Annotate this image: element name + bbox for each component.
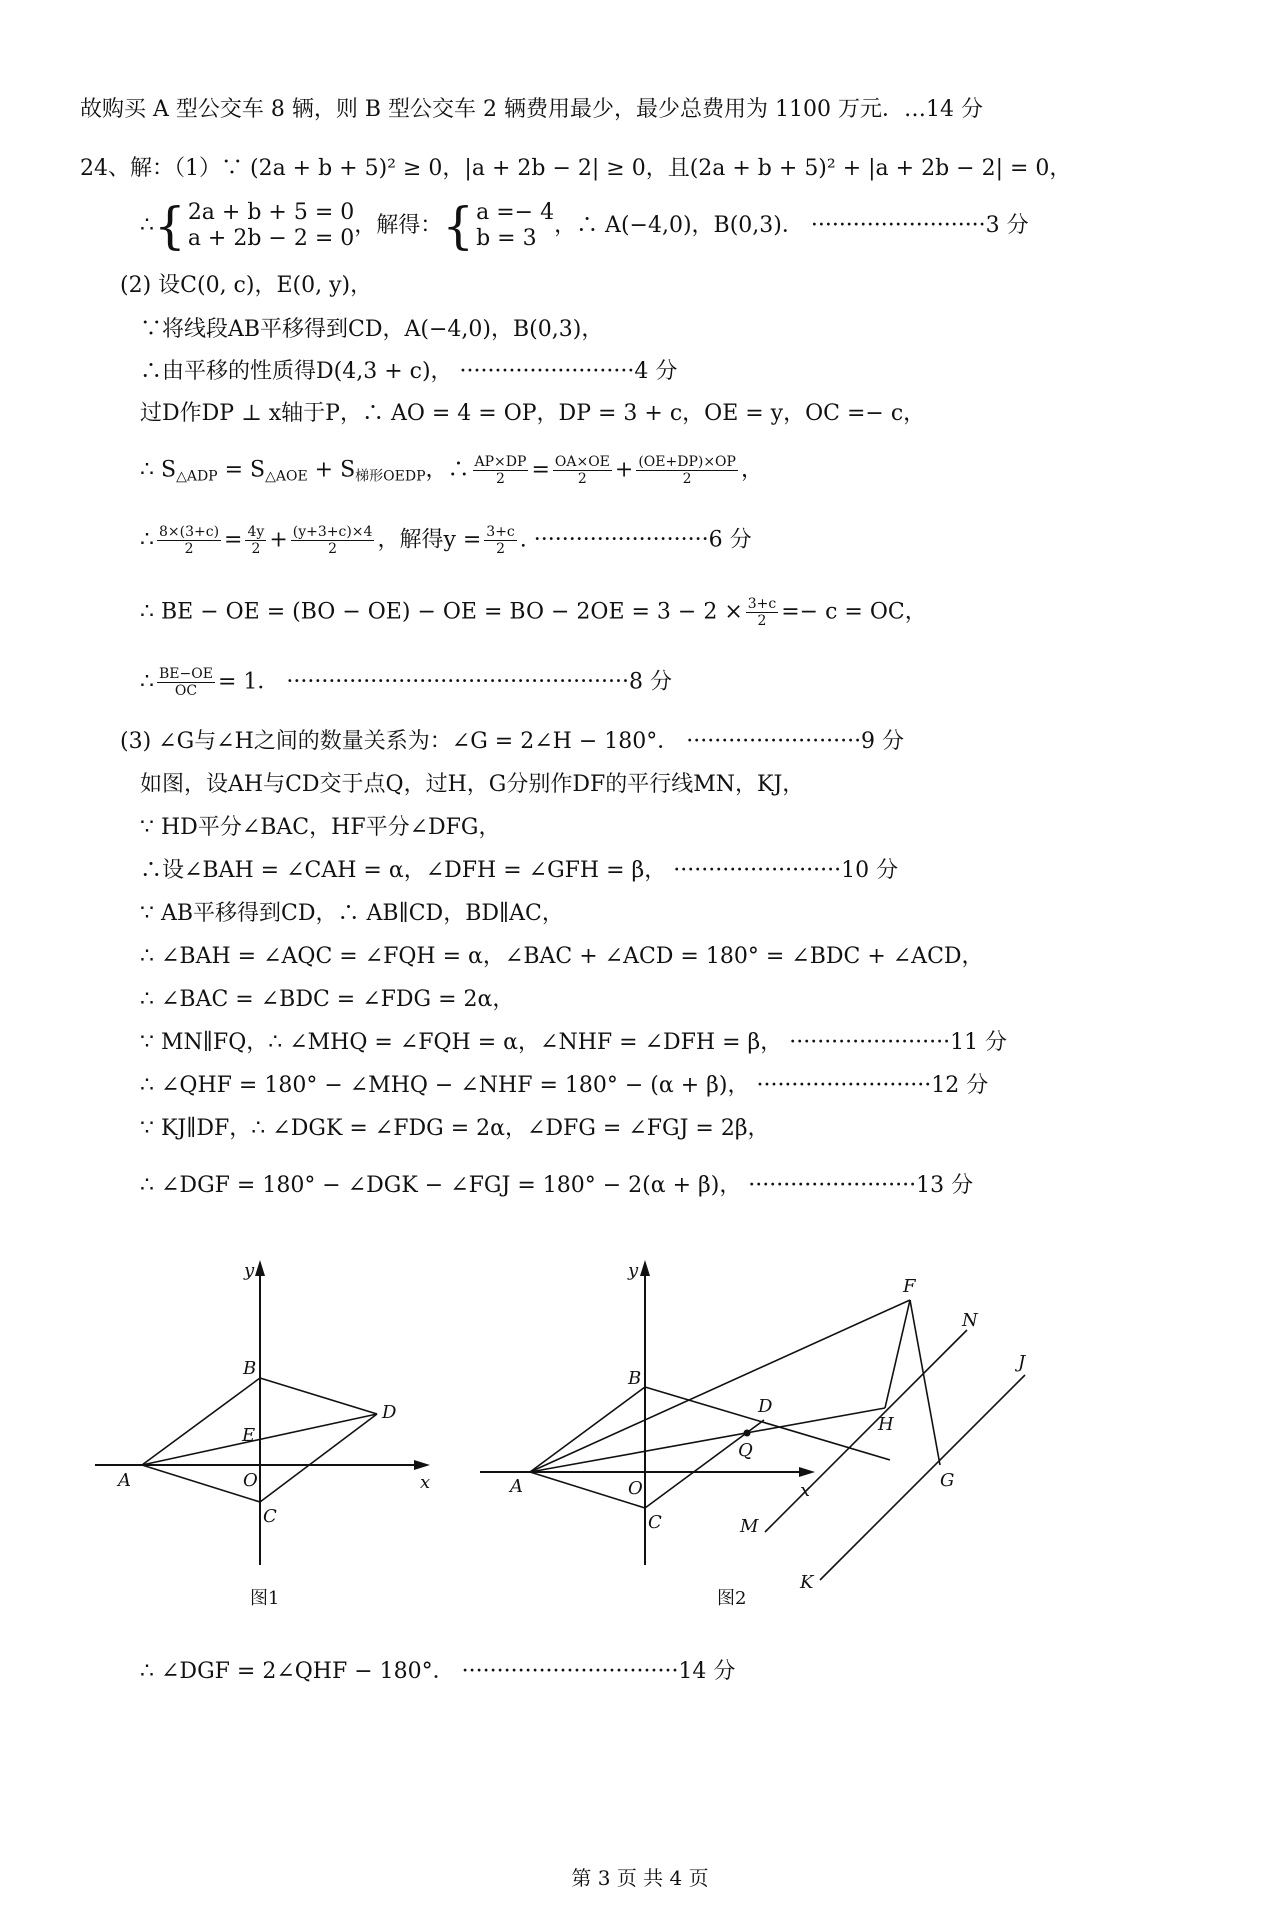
text-line-7: 过D作DP ⊥ x轴于P，∴ AO = 4 = OP，DP = 3 + c，OE = y，OC =− c，	[140, 401, 926, 426]
figure-1	[80, 1250, 460, 1620]
equals-s: = S	[217, 457, 266, 483]
text-line-15: ∴设∠BAH = ∠CAH = α，∠DFH = ∠GFH = β， ························10 分	[140, 858, 899, 883]
fig2-segment-ab	[530, 1387, 645, 1472]
fig1-y-arrow	[255, 1260, 265, 1276]
fraction-oa-oe: $\frac{OA\times OE}{2}$	[554, 454, 610, 487]
fig2-label-k: K	[800, 1572, 814, 1593]
subscript-trapezoid: 梯形OEDP	[355, 468, 426, 485]
comma: ，	[740, 457, 763, 483]
therefore-3: ∴	[140, 527, 154, 553]
fig2-y-arrow	[640, 1260, 650, 1276]
fraction-be-oe-oc: $\frac{BE-OE}{OC}$	[159, 666, 213, 699]
therefore-2: ，∴	[425, 457, 470, 483]
text-line-2: 24、解：（1）∵ (2a + b + 5)² ≥ 0，|a + 2b − 2| ≥ 0，且(2a + b + 5)² + |a + 2b − 2| = 0，	[80, 156, 1072, 181]
fig2-label-a: A	[510, 1476, 523, 1497]
fig2-label-g: G	[940, 1470, 955, 1491]
fig1-label-e: E	[242, 1425, 256, 1446]
brace-symbol: {	[154, 197, 186, 255]
therefore-4: ∴	[140, 669, 154, 695]
fraction-3c: $\frac{3+c}{2}$	[486, 524, 515, 557]
fig1-label-a: A	[118, 1470, 131, 1491]
result-coords: ，∴ A(−4,0)，B(0,3)． ·························3 分	[554, 213, 1029, 238]
fig1-label-o: O	[243, 1470, 258, 1491]
text-line-20: ∴ ∠QHF = 180° − ∠MHQ − ∠NHF = 180° − (α + β)， ·························12 分	[140, 1073, 989, 1098]
solution-1: a =− 4	[476, 200, 555, 225]
subscript-adp: △ADP	[176, 468, 218, 485]
text-line-16: ∵ AB平移得到CD，∴ AB∥CD，BD∥AC，	[140, 901, 564, 926]
fig1-label-x: x	[420, 1472, 431, 1493]
fig2-label-f: F	[903, 1276, 916, 1297]
fig2-line-kj	[820, 1375, 1025, 1580]
solve-y: ，解得y =	[377, 527, 482, 553]
solution-2: b = 3	[476, 226, 537, 251]
text-line-13: 如图，设AH与CD交于点Q，过H，G分别作DF的平行线MN，KJ，	[140, 772, 805, 797]
text-line-6: ∴由平移的性质得D(4,3 + c)， ·························4 分	[140, 359, 678, 384]
fig2-label-b: B	[628, 1368, 642, 1389]
text-line-22: ∴ ∠DGF = 180° − ∠DGK − ∠FGJ = 180° − 2(α + β)， ························13 分	[140, 1173, 974, 1198]
text-line-11	[140, 666, 672, 699]
be-oe-expr: ∴ BE − OE = (BO − OE) − OE = BO − 2OE = 3 − 2 ×	[140, 599, 743, 625]
fraction-trapezoid: $\frac{(OE+DP)\times OP}{2}$	[638, 454, 736, 487]
text-line-23: ∴ ∠DGF = 2∠QHF − 180°． ·······························14 分	[140, 1659, 736, 1684]
fraction-y3c4: $\frac{(y+3+c)\times 4}{2}$	[292, 524, 373, 557]
text-line-10	[140, 596, 927, 629]
fig2-label-d: D	[758, 1396, 773, 1417]
area-s: ∴ S	[140, 457, 177, 483]
fig2-x-arrow	[799, 1467, 815, 1477]
fig2-label-c: C	[648, 1512, 662, 1533]
equation-2: a + 2b − 2 = 0	[187, 226, 355, 251]
fig1-segment-bd	[260, 1378, 377, 1414]
text-line-17: ∴ ∠BAH = ∠AQC = ∠FQH = α，∠BAC + ∠ACD = 180° = ∠BDC + ∠ACD，	[140, 944, 984, 969]
fraction-4y: $\frac{4y}{2}$	[247, 524, 265, 557]
fig2-label-j: J	[1018, 1352, 1026, 1373]
page-footer: 第 3 页 共 4 页	[571, 1866, 709, 1890]
text-line-9	[140, 524, 752, 557]
solve-label: ，解得：	[354, 213, 443, 238]
score-8: = 1． ·················································8 分	[217, 669, 673, 695]
therefore-symbol: ∴	[140, 213, 154, 238]
equals-sign: =	[531, 457, 550, 483]
text-line-5: ∵将线段AB平移得到CD，A(−4,0)，B(0,3)，	[140, 317, 604, 342]
equals-oc: =− c = OC，	[781, 599, 927, 625]
subscript-aoe: △AOE	[265, 468, 308, 485]
fig2-label-m: M	[740, 1516, 759, 1537]
fig2-label-y: y	[628, 1260, 639, 1281]
equals-sign-2: =	[224, 527, 243, 553]
equation-system	[188, 200, 354, 252]
fig1-label-b: B	[243, 1358, 257, 1379]
text-line-8	[140, 454, 763, 491]
score-6: . ·························6 分	[519, 527, 752, 553]
fig2-label-x: x	[800, 1480, 811, 1501]
fig2-point-q	[744, 1430, 751, 1437]
fraction-8-3c: $\frac{8\times(3+c)}{2}$	[159, 524, 220, 557]
fraction-3c-2: $\frac{3+c}{2}$	[747, 596, 777, 629]
text-line-12: (3) ∠G与∠H之间的数量关系为：∠G = 2∠H − 180°． ·························9 分	[120, 729, 905, 754]
fig1-label-c: C	[263, 1506, 277, 1527]
figure-2	[470, 1250, 1050, 1620]
fig2-label-q: Q	[738, 1440, 753, 1461]
fig2-label-h: H	[878, 1414, 894, 1435]
solution-system	[476, 200, 554, 252]
fig1-x-arrow	[414, 1460, 430, 1470]
plus-sign-2: +	[269, 527, 288, 553]
fig2-segment-af	[530, 1300, 910, 1472]
text-line-21: ∵ KJ∥DF，∴ ∠DGK = ∠FDG = 2α，∠DFG = ∠FGJ = 2β，	[140, 1116, 770, 1141]
fig1-caption: 图1	[250, 1588, 280, 1609]
text-line-4: (2) 设C(0, c)，E(0, y)，	[120, 273, 373, 298]
brace-symbol-2: {	[442, 197, 475, 255]
text-line-18: ∴ ∠BAC = ∠BDC = ∠FDG = 2α，	[140, 987, 515, 1012]
text-line-3	[140, 197, 1029, 260]
equation-1: 2a + b + 5 = 0	[187, 200, 355, 225]
text-line-1: 故购买 A 型公交车 8 辆，则 B 型公交车 2 辆费用最少，最少总费用为 1100 万元．…14 分	[80, 97, 983, 122]
plus-sign: +	[614, 457, 634, 483]
text-line-19: ∵ MN∥FQ，∴ ∠MHQ = ∠FQH = α，∠NHF = ∠DFH = β， ·······················11 分	[140, 1030, 1008, 1055]
fig2-label-o: O	[628, 1478, 643, 1499]
fig2-caption: 图2	[717, 1588, 747, 1609]
plus-s: + S	[307, 457, 356, 483]
fraction-ap-dp: $\frac{AP\times DP}{2}$	[474, 454, 527, 487]
text-line-14: ∵ HD平分∠BAC，HF平分∠DFG，	[140, 815, 501, 840]
fig2-label-n: N	[962, 1310, 978, 1331]
fig1-label-d: D	[382, 1402, 397, 1423]
fig1-label-y: y	[244, 1260, 255, 1281]
